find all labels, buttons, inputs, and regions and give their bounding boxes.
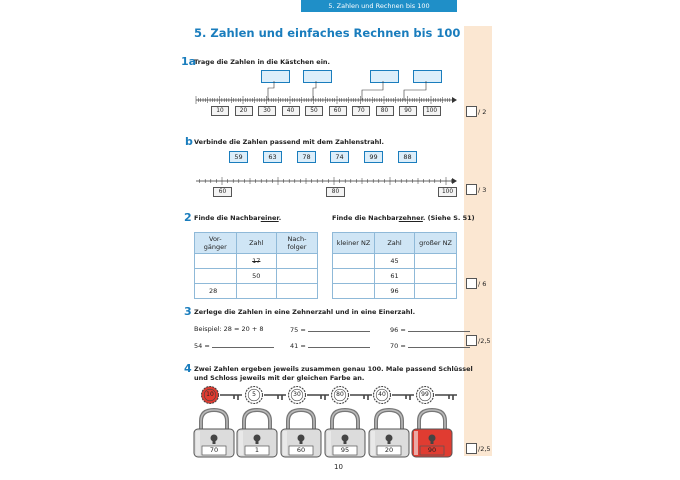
- column-header: Zahl: [236, 233, 276, 254]
- padlock[interactable]: [366, 407, 412, 463]
- table-row: [195, 269, 318, 284]
- table-cell[interactable]: [333, 269, 375, 284]
- table-cell[interactable]: [333, 284, 375, 299]
- score-label: /2,5: [478, 337, 491, 345]
- column-header: Vor- gänger: [195, 233, 237, 254]
- score-label: / 3: [478, 186, 487, 194]
- key-number: 5: [252, 391, 256, 398]
- key-number: 10: [206, 391, 214, 398]
- neighbor-ones-table: [194, 232, 318, 299]
- table-row: [195, 254, 318, 269]
- task4-instruction-line1: Zwei Zahlen ergeben jeweils zusammen genau 100. Male passend Schlüssel: [194, 365, 473, 373]
- table-row: [195, 284, 318, 299]
- tick-label: 30: [258, 106, 276, 116]
- neighbor-tens-table: [332, 232, 457, 299]
- tick-label: 70: [352, 106, 370, 116]
- padlock[interactable]: [191, 407, 237, 463]
- score-label: /2,5: [478, 445, 491, 453]
- task1b-instruction: Verbinde die Zahlen passend mit dem Zahlenstrahl.: [194, 138, 385, 146]
- table-cell: 45: [375, 254, 415, 269]
- tick-label: 100: [423, 106, 441, 116]
- table-cell: 50: [236, 269, 276, 284]
- key-number: 40: [378, 391, 386, 398]
- lock-number: 60: [296, 446, 306, 454]
- lock-number: 20: [384, 446, 394, 454]
- tick-label: 20: [235, 106, 253, 116]
- decompose-item[interactable]: 96 =: [390, 325, 470, 334]
- column-header: großer NZ: [415, 233, 457, 254]
- tick-label: 90: [399, 106, 417, 116]
- table-row: [333, 269, 457, 284]
- arrow-head: [452, 178, 457, 184]
- decompose-item[interactable]: 70 =: [390, 341, 470, 350]
- example-text: Beispiel: 28 = 20 + 8: [194, 325, 264, 333]
- axis-label-80: 80: [326, 187, 345, 197]
- table-cell: 17: [236, 254, 276, 269]
- key[interactable]: [415, 385, 461, 409]
- tick-label: 80: [376, 106, 394, 116]
- column-header: Nach- folger: [276, 233, 317, 254]
- table-cell[interactable]: [195, 269, 237, 284]
- lock-number: 90: [427, 446, 437, 454]
- number-box[interactable]: 59: [229, 151, 248, 163]
- score-box[interactable]: [466, 106, 477, 117]
- key[interactable]: [244, 385, 290, 409]
- task4-instruction-line2: und Schloss jeweils mit der gleichen Farbe an.: [194, 374, 365, 382]
- key-number: 99: [421, 391, 429, 398]
- task-number-1b: b: [185, 135, 193, 148]
- key-number: 80: [336, 391, 344, 398]
- score-label: / 6: [478, 280, 487, 288]
- table-row: [333, 254, 457, 269]
- table-cell: 96: [375, 284, 415, 299]
- score-box[interactable]: [466, 184, 477, 195]
- tick-label: 10: [211, 106, 229, 116]
- number-box[interactable]: 99: [364, 151, 383, 163]
- decompose-item[interactable]: 75 =: [290, 325, 370, 334]
- axis-label-60: 60: [213, 187, 232, 197]
- score-box[interactable]: [466, 278, 477, 289]
- table-cell[interactable]: [415, 284, 457, 299]
- table-cell[interactable]: [236, 284, 276, 299]
- key[interactable]: [287, 385, 333, 409]
- column-header: kleiner NZ: [333, 233, 375, 254]
- key-number: 30: [293, 391, 301, 398]
- lock-number: 1: [254, 446, 260, 454]
- tick-label: 50: [305, 106, 323, 116]
- table-cell[interactable]: [415, 254, 457, 269]
- table-cell[interactable]: [195, 254, 237, 269]
- arrow-head: [452, 97, 457, 103]
- task-number-4: 4: [184, 362, 192, 375]
- table-cell: 28: [195, 284, 237, 299]
- score-label: / 2: [478, 108, 487, 116]
- table-row: [333, 284, 457, 299]
- key[interactable]: [200, 385, 246, 409]
- key[interactable]: [330, 385, 376, 409]
- table-cell[interactable]: [276, 254, 317, 269]
- number-box[interactable]: 78: [297, 151, 316, 163]
- task2-instruction-left: Finde die Nachbareiner.: [194, 214, 282, 222]
- score-box[interactable]: [466, 443, 477, 454]
- decompose-item[interactable]: 41 =: [290, 341, 370, 350]
- key[interactable]: [372, 385, 418, 409]
- table-cell[interactable]: [333, 254, 375, 269]
- table-cell[interactable]: [415, 269, 457, 284]
- task-number-1a: 1a: [181, 55, 197, 68]
- decompose-item[interactable]: 54 =: [194, 341, 274, 350]
- table-cell[interactable]: [276, 269, 317, 284]
- padlock[interactable]: [409, 407, 455, 463]
- axis-label-100: 100: [438, 187, 457, 197]
- page-title: 5. Zahlen und einfaches Rechnen bis 100: [194, 26, 461, 40]
- number-box[interactable]: 88: [398, 151, 417, 163]
- number-box[interactable]: 74: [330, 151, 349, 163]
- task-number-3: 3: [184, 305, 192, 318]
- page-number: 10: [334, 463, 343, 471]
- task2-instruction-right: Finde die Nachbarzehner. (Siehe S. 51): [332, 214, 475, 222]
- task3-instruction: Zerlege die Zahlen in eine Zehnerzahl und in eine Einerzahl.: [194, 308, 416, 316]
- tick-label: 40: [282, 106, 300, 116]
- padlock[interactable]: [322, 407, 368, 463]
- table-cell[interactable]: [276, 284, 317, 299]
- column-header: Zahl: [375, 233, 415, 254]
- task1a-instruction: Trage die Zahlen in die Kästchen ein.: [194, 58, 331, 66]
- number-box[interactable]: 63: [263, 151, 282, 163]
- lock-number: 70: [209, 446, 219, 454]
- tick-label: 60: [329, 106, 347, 116]
- padlock[interactable]: [234, 407, 280, 463]
- padlock[interactable]: [278, 407, 324, 463]
- chapter-tab: 5. Zahlen und Rechnen bis 100: [301, 0, 457, 12]
- score-box[interactable]: [466, 335, 477, 346]
- lock-number: 95: [340, 446, 350, 454]
- table-cell: 61: [375, 269, 415, 284]
- task-number-2: 2: [184, 211, 192, 224]
